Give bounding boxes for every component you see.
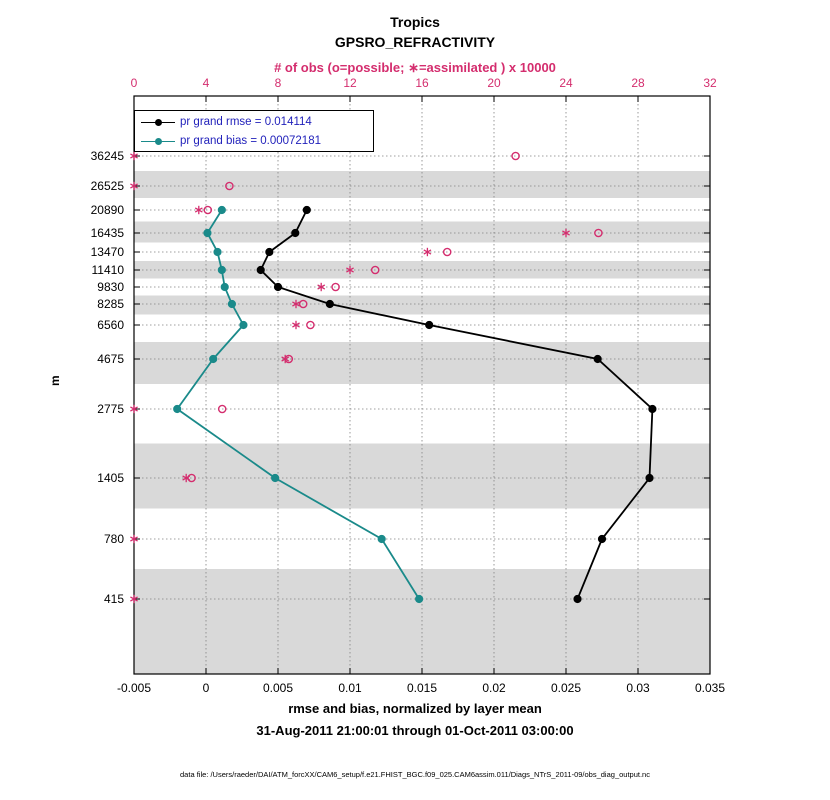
y-tick-label: 16435 bbox=[90, 226, 124, 240]
time-range-subtitle: 31-Aug-2011 21:00:01 through 01-Oct-2011 03:00:00 bbox=[256, 723, 574, 738]
top-axis-label: # of obs (o=possible; ∗=assimilated ) x 10000 bbox=[274, 60, 556, 75]
series-marker bbox=[272, 474, 279, 481]
top-x-tick-label: 32 bbox=[703, 76, 717, 90]
series-marker bbox=[292, 229, 299, 236]
x-tick-label: 0.005 bbox=[262, 681, 294, 695]
y-tick-label: 8285 bbox=[97, 297, 124, 311]
series-marker bbox=[240, 321, 247, 328]
x-tick-label: 0.025 bbox=[550, 681, 582, 695]
series-marker bbox=[257, 266, 264, 273]
series-marker bbox=[598, 535, 605, 542]
y-tick-label: 415 bbox=[103, 592, 124, 606]
series-marker bbox=[228, 300, 235, 307]
x-tick-label: 0.035 bbox=[694, 681, 726, 695]
series-marker bbox=[218, 266, 225, 273]
y-tick-label: 1405 bbox=[97, 471, 124, 485]
legend-label-rmse: pr grand rmse = 0.014114 bbox=[180, 116, 312, 128]
obs-assimilated-marker bbox=[195, 206, 202, 214]
x-tick-label: 0 bbox=[202, 681, 210, 695]
series-marker bbox=[221, 283, 228, 290]
series-marker bbox=[378, 535, 385, 542]
series-marker bbox=[274, 283, 281, 290]
y-tick-label: 2775 bbox=[97, 402, 124, 416]
data-file-caption: data file: /Users/raeder/DAI/ATM_forcXX/CAM6_setup/f.e21.FHIST_BGC.f09_025.CAM6assim.011/Diags_NTrS_2011-09/obs_diag_output.nc bbox=[180, 770, 650, 779]
series-marker bbox=[214, 248, 221, 255]
y-tick-label: 780 bbox=[103, 532, 124, 546]
x-axis-label: rmse and bias, normalized by layer mean bbox=[288, 701, 542, 716]
top-x-tick-label: 16 bbox=[415, 76, 429, 90]
x-tick-label: 0.02 bbox=[482, 681, 506, 695]
top-x-tick-label: 12 bbox=[343, 76, 357, 90]
series-marker bbox=[303, 206, 310, 213]
y-tick-label: 13470 bbox=[90, 245, 124, 259]
x-tick-label: 0.015 bbox=[406, 681, 438, 695]
top-x-tick-label: 28 bbox=[631, 76, 645, 90]
top-x-tick-label: 8 bbox=[274, 76, 282, 90]
y-tick-label: 4675 bbox=[97, 352, 124, 366]
top-x-tick-label: 4 bbox=[202, 76, 210, 90]
x-tick-label: 0.03 bbox=[626, 681, 650, 695]
y-tick-label: 36245 bbox=[90, 149, 124, 163]
legend-item-bias bbox=[141, 132, 321, 150]
series-marker bbox=[326, 300, 333, 307]
legend-swatch-rmse bbox=[141, 117, 175, 127]
top-x-tick-label: 24 bbox=[559, 76, 573, 90]
series-marker bbox=[210, 355, 217, 362]
series-marker bbox=[426, 321, 433, 328]
series-marker bbox=[594, 355, 601, 362]
top-x-tick-label: 0 bbox=[130, 76, 138, 90]
legend-label-bias: pr grand bias = 0.00072181 bbox=[180, 135, 321, 147]
y-axis-label: m bbox=[48, 375, 62, 386]
series-marker bbox=[646, 474, 653, 481]
x-tick-label: 0.01 bbox=[338, 681, 362, 695]
top-x-tick-label: 20 bbox=[487, 76, 501, 90]
series-marker bbox=[649, 405, 656, 412]
legend bbox=[134, 110, 374, 152]
y-tick-label: 20890 bbox=[90, 203, 124, 217]
legend-swatch-bias bbox=[141, 136, 175, 146]
x-tick-label: -0.005 bbox=[116, 681, 152, 695]
chart-title-variable: GPSRO_REFRACTIVITY bbox=[334, 34, 496, 50]
series-marker bbox=[416, 595, 423, 602]
series-marker bbox=[174, 405, 181, 412]
y-tick-label: 11410 bbox=[91, 263, 124, 277]
chart-title-region: Tropics bbox=[390, 14, 440, 30]
series-marker bbox=[204, 229, 211, 236]
y-tick-label: 26525 bbox=[90, 179, 124, 193]
series-marker bbox=[574, 595, 581, 602]
obs-assimilated-marker bbox=[424, 248, 431, 256]
y-tick-label: 6560 bbox=[97, 318, 124, 332]
series-marker bbox=[266, 248, 273, 255]
series-marker bbox=[218, 206, 225, 213]
y-tick-label: 9830 bbox=[97, 280, 124, 294]
legend-item-rmse bbox=[141, 113, 312, 131]
